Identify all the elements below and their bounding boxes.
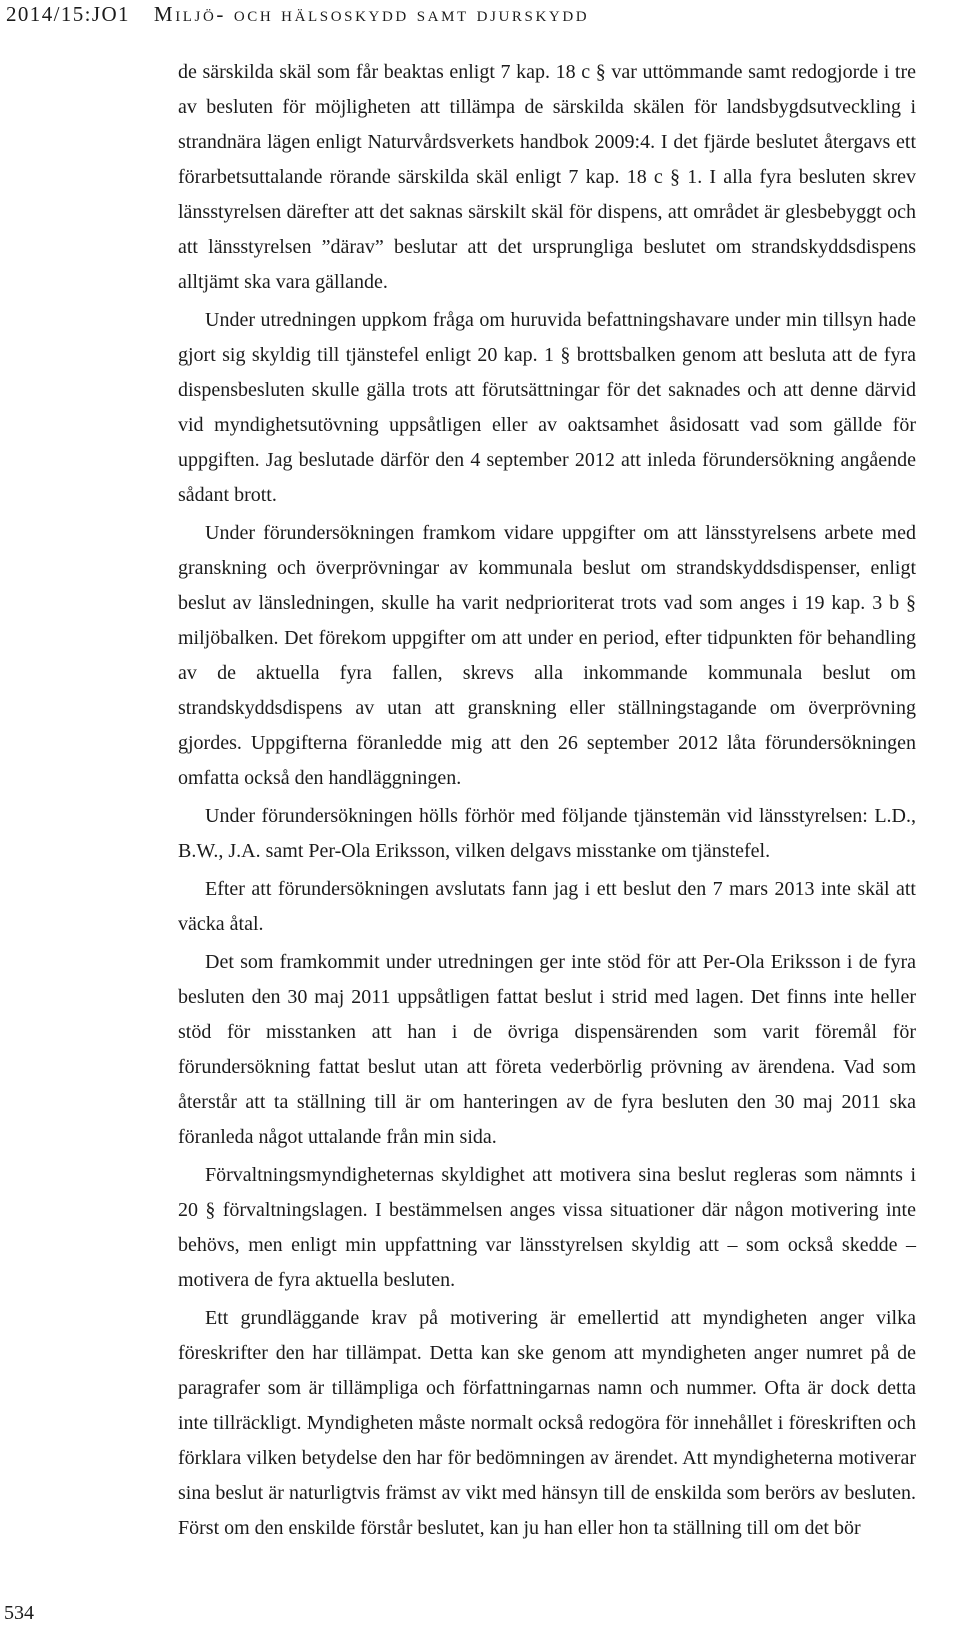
- paragraph: Under utredningen uppkom fråga om huruvida befattningshavare under min tillsyn hade gjort sig skyldig till tjänstefel enligt 20 kap. 1 § brottsbalken genom att besluta att de fyra dispensbesluten skulle gälla trots att förutsättningar för det saknades och att denne därvid vid myndighetsutövning uppsåtligen eller av oaktsamhet åsidosatt vad som gällde för uppgiften. Jag beslutade därför den 4 september 2012 att inleda förundersökning angående sådant brott.: [178, 309, 916, 506]
- body-text: [178, 55, 916, 1549]
- section-title: Miljö- och hälsoskydd samt djurskydd: [153, 2, 590, 26]
- paragraph: de särskilda skäl som får beaktas enligt 7 kap. 18 c § var uttömmande samt redogjorde i tre av besluten för möjligheten att tillämpa de särskilda skälen för landsbygdsutveckling i strandnära lägen enligt Naturvårdsverkets handbok 2009:4. I det fjärde beslutet återgavs ett förarbetsuttalande rörande särskilda skäl enligt 7 kap. 18 c § 1. I alla fyra besluten skrev länsstyrelsen därefter att det saknas särskilt skäl för dispens, att området är glesbebyggt och att länsstyrelsen ”därav” beslutar att det ursprungliga beslutet om strandskyddsdispens alltjämt ska vara gällande.: [178, 61, 916, 293]
- paragraph: Under förundersökningen framkom vidare uppgifter om att länsstyrelsens arbete med granskning och överprövningar av kommunala beslut om strandskyddsdispenser, enligt beslut av länsledningen, skulle ha varit nedprioriterat trots vad som anges i 19 kap. 3 b § miljöbalken. Det förekom uppgifter om att under en period, efter tidpunkten för behandling av de aktuella fyra fallen, skrevs alla inkommande kommunala beslut om strandskyddsdispens av utan att granskning eller ställningstagande om överprövning gjordes. Uppgifterna föranledde mig att den 26 september 2012 låta förundersökningen omfatta också den handläggningen.: [178, 522, 916, 789]
- paragraph: Förvaltningsmyndigheternas skyldighet att motivera sina beslut regleras som nämnts i 20 § förvaltningslagen. I bestämmelsen anges vissa situationer där någon motivering inte behövs, men enligt min uppfattning var länsstyrelsen skyldig att – som också skedde – motivera de fyra aktuella besluten.: [178, 1164, 916, 1291]
- paragraph: Det som framkommit under utredningen ger inte stöd för att Per-Ola Eriksson i de fyra besluten den 30 maj 2011 uppsåtligen fattat beslut i strid med lagen. Det finns inte heller stöd för misstanken att han i de övriga dispensärenden som varit föremål för förundersökning fattat beslut utan att företa vederbörlig prövning av ärendena. Vad som återstår att ta ställning till är om hanteringen av de fyra besluten den 30 maj 2011 ska föranleda något uttalande från min sida.: [178, 951, 916, 1148]
- paragraph: Ett grundläggande krav på motivering är emellertid att myndigheten anger vilka föreskrifter den har tillämpat. Detta kan ske genom att myndigheten anger numret på de paragrafer som är tillämpliga och författningarnas namn och nummer. Ofta är dock detta inte tillräckligt. Myndigheten måste normalt också redogöra för innehållet i föreskriften och förklara vilken betydelse den har för bedömningen av ärendet. Att myndigheterna motiverar sina beslut är naturligtvis främst av vikt med hänsyn till de enskilda som berörs av besluten. Först om den enskilde förstår beslutet, kan ju han eller hon ta ställning till om det bör: [178, 1307, 916, 1539]
- running-header: [6, 2, 926, 26]
- paragraph: Efter att förundersökningen avslutats fann jag i ett beslut den 7 mars 2013 inte skäl att väcka åtal.: [178, 878, 916, 935]
- paragraph: Under förundersökningen hölls förhör med följande tjänstemän vid länsstyrelsen: L.D., B.W., J.A. samt Per-Ola Eriksson, vilken delgavs misstanke om tjänstefel.: [178, 805, 916, 862]
- document-reference: 2014/15:JO1: [6, 2, 130, 26]
- page-number: 534: [4, 1602, 34, 1624]
